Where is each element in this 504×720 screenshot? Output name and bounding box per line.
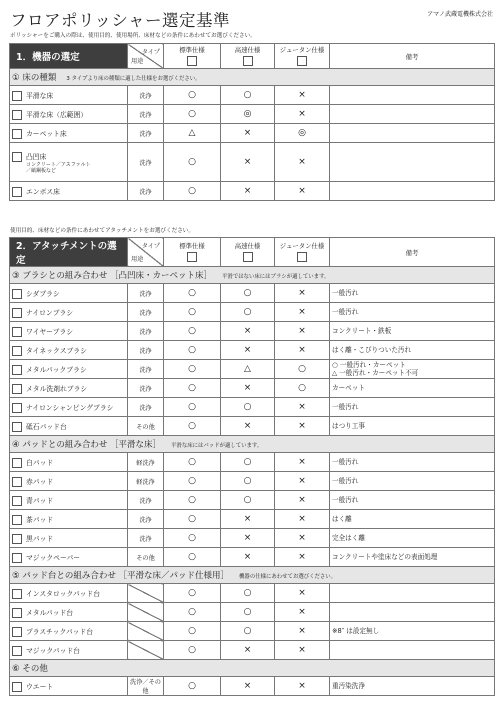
item-name: マジックパッド台 (26, 646, 80, 655)
checkbox[interactable] (243, 252, 253, 262)
spec-highspeed-value: × (221, 322, 275, 341)
use-cell: 洗浄 (128, 341, 164, 360)
use-cell-empty (128, 641, 164, 660)
spec-standard-header: 標準仕様 (164, 44, 221, 69)
spec-highspeed-value: × (221, 677, 275, 696)
section-title: ④ パッドとの組み合わせ ［平滑な床］ (12, 440, 162, 450)
spec-carpet-value: × (275, 584, 330, 603)
item-name: エンボス床 (26, 187, 60, 196)
spec-highspeed-value: × (221, 379, 275, 398)
spec-standard-value: ○ (164, 341, 221, 360)
table-row (10, 124, 495, 143)
type-use-header (128, 238, 164, 267)
use-cell: 洗浄 (128, 360, 164, 379)
spec-highspeed-value: ○ (221, 603, 275, 622)
type-use-header (128, 44, 164, 69)
item-name: シダブラシ (26, 289, 60, 298)
remark-cell (330, 584, 495, 603)
spec-carpet-value: × (275, 510, 330, 529)
section-header (10, 660, 495, 677)
remark-cell (330, 622, 495, 641)
spec-highspeed-header: 高速仕様 (221, 44, 275, 69)
checkbox[interactable] (12, 129, 22, 139)
table-row (10, 453, 495, 472)
checkbox[interactable] (12, 553, 22, 563)
spec-highspeed-value: × (221, 417, 275, 436)
remark-cell (330, 105, 495, 124)
remark-text: ○ 一般汚れ・カーペット (332, 361, 406, 369)
remark-cell (330, 182, 495, 201)
spec-carpet-value: × (275, 603, 330, 622)
spec-standard-value: ○ (164, 417, 221, 436)
use-cell: その他 (128, 417, 164, 436)
item-name: 赤パッド (26, 477, 54, 486)
spec-highspeed-value: ◎ (221, 105, 275, 124)
remark-cell (330, 472, 495, 491)
page-title: フロアポリッシャー選定基準 (10, 11, 231, 30)
table-header (10, 44, 495, 69)
spec-highspeed-value: ○ (221, 86, 275, 105)
spec-standard-value: △ (164, 124, 221, 143)
table-header (10, 238, 495, 267)
checkbox[interactable] (12, 289, 22, 299)
remark-cell (330, 510, 495, 529)
section-note: 3 タイプより床の種類に適した仕様をお選びください。 (66, 76, 201, 82)
section-header (10, 567, 495, 584)
spec-carpet-value: × (275, 472, 330, 491)
use-cell: 洗浄 (128, 303, 164, 322)
checkbox[interactable] (12, 365, 22, 375)
spec-standard-value: ○ (164, 548, 221, 567)
section-title: ③ ブラシとの組み合わせ ［凸凹床・カーペット床］ (12, 271, 213, 281)
company-name: アマノ武蔵電機株式会社 (427, 11, 493, 18)
spec-highspeed-value: ○ (221, 622, 275, 641)
spec-carpet-value: × (275, 182, 330, 201)
remark-cell (330, 398, 495, 417)
spec-standard-value: ○ (164, 677, 221, 696)
item-name: 茶パッド (26, 515, 54, 524)
spec-highspeed-value: ○ (221, 491, 275, 510)
item-name: 平滑な床（広範囲） (26, 110, 88, 119)
intro-text-1: ポリッシャーをご購入の際は、使用目的、使用場所、床材などの条件にあわせてお選びください。 (10, 33, 256, 39)
spec-carpet-value: × (275, 86, 330, 105)
section-note: 平滑ではない床にはブラシが適しています。 (222, 274, 330, 280)
remark-text: 完全はく離 (332, 534, 365, 542)
spec-carpet-value: × (275, 491, 330, 510)
checkbox[interactable] (12, 515, 22, 525)
remark-text: 一般汚れ (332, 477, 359, 485)
spec-carpet-header: ジュータン仕様 (275, 238, 330, 267)
remark-cell (330, 379, 495, 398)
item-name: メタルパッド台 (26, 608, 74, 617)
spec-carpet-value: × (275, 143, 330, 182)
spec-standard-value: ○ (164, 491, 221, 510)
spec-carpet-value: ◎ (275, 124, 330, 143)
table-title: 2．アタッチメントの選定 (10, 238, 128, 267)
use-label: 用途 (131, 58, 144, 65)
table-row (10, 491, 495, 510)
spec-carpet-value: × (275, 105, 330, 124)
remark-cell (330, 143, 495, 182)
item-name: ナイロンブラシ (26, 308, 74, 317)
use-cell: 洗浄 (128, 182, 164, 201)
remark-cell (330, 341, 495, 360)
section-title: ⑥ その他 (12, 664, 48, 674)
remark-text: コンクリート・鉄板 (332, 327, 392, 335)
spec-highspeed-value: × (221, 341, 275, 360)
remark-cell (330, 453, 495, 472)
remarks-header: 備考 (330, 238, 495, 267)
section-header (10, 69, 495, 86)
use-cell: 洗浄 (128, 398, 164, 417)
checkbox[interactable] (12, 534, 22, 544)
spec-carpet-value: ○ (275, 379, 330, 398)
item-subnote: ／縞鋼板など (26, 167, 57, 174)
spec-carpet-value: × (275, 417, 330, 436)
remark-cell (330, 417, 495, 436)
table-row (10, 417, 495, 436)
remark-cell (330, 86, 495, 105)
item-name: 青パッド (26, 496, 54, 505)
checkbox[interactable] (187, 56, 197, 66)
spec-standard-value: ○ (164, 398, 221, 417)
checkbox[interactable] (187, 252, 197, 262)
table-row (10, 548, 495, 567)
spec-carpet-value: × (275, 677, 330, 696)
spec-carpet-value: × (275, 453, 330, 472)
remark-text: 重汚染洗浄 (332, 682, 365, 690)
use-cell: 洗浄 (128, 529, 164, 548)
item-name: インスタロックパッド台 (26, 589, 101, 598)
item-name: 砥石パッド台 (26, 422, 67, 431)
table-row (10, 529, 495, 548)
spec-standard-value: ○ (164, 322, 221, 341)
use-cell: 洗浄 (128, 105, 164, 124)
item-name: メタルパックブラシ (26, 365, 87, 374)
checkbox[interactable] (297, 56, 307, 66)
spec-highspeed-value: ○ (221, 453, 275, 472)
spec-highspeed-header: 高速仕様 (221, 238, 275, 267)
spec-standard-value: ○ (164, 303, 221, 322)
remark-cell (330, 322, 495, 341)
spec-carpet-value: × (275, 641, 330, 660)
remark-cell (330, 491, 495, 510)
use-cell: 洗浄 (128, 491, 164, 510)
spec-standard-value: ○ (164, 379, 221, 398)
remark-cell (330, 360, 495, 379)
remark-cell (330, 303, 495, 322)
table-row (10, 182, 495, 201)
section-note: 機器の仕様にあわせてお選びください。 (239, 574, 337, 580)
table-row (10, 322, 495, 341)
spec-highspeed-value: ○ (221, 284, 275, 303)
spec-highspeed-value: × (221, 641, 275, 660)
item-name: タイネックスブラシ (26, 346, 87, 355)
checkbox[interactable] (12, 187, 22, 197)
spec-standard-value: ○ (164, 453, 221, 472)
checkbox[interactable] (12, 627, 22, 637)
checkbox[interactable] (12, 152, 22, 162)
checkbox[interactable] (12, 608, 22, 618)
checkbox[interactable] (12, 91, 22, 101)
table-row (10, 677, 495, 696)
table-row (10, 584, 495, 603)
use-cell-empty (128, 622, 164, 641)
spec-standard-value: ○ (164, 584, 221, 603)
remark-cell (330, 529, 495, 548)
table-row (10, 641, 495, 660)
use-cell: 洗浄 (128, 143, 164, 182)
item-name: 黒パッド (26, 534, 54, 543)
checkbox[interactable] (12, 346, 22, 356)
use-cell: 洗浄 (128, 322, 164, 341)
remark-text: はつり工事 (332, 422, 365, 430)
item-name: ウエート (26, 682, 54, 691)
spec-standard-value: ○ (164, 143, 221, 182)
use-cell: 軽洗浄 (128, 472, 164, 491)
table-row (10, 86, 495, 105)
spec-highspeed-value: × (221, 510, 275, 529)
checkbox[interactable] (12, 682, 22, 692)
item-name: 凸凹床 (26, 152, 47, 161)
checkbox[interactable] (12, 308, 22, 318)
type-label: タイプ (141, 49, 160, 56)
remark-cell (330, 677, 495, 696)
spec-highspeed-value: ○ (221, 398, 275, 417)
spec-highspeed-value: × (221, 124, 275, 143)
checkbox[interactable] (243, 56, 253, 66)
checkbox[interactable] (12, 589, 22, 599)
use-cell: 軽洗浄 (128, 453, 164, 472)
table-row (10, 360, 495, 379)
item-name: メタル洗剤れブラシ (26, 384, 88, 393)
spec-highspeed-value: × (221, 182, 275, 201)
spec-highspeed-value: × (221, 143, 275, 182)
remark-cell (330, 641, 495, 660)
machine-selection-table (9, 43, 495, 201)
use-cell: 洗浄 (128, 284, 164, 303)
item-name: 白パッド (26, 458, 54, 467)
section-note: 平滑な床にはパッドが適しています。 (171, 443, 263, 449)
remark-text: 一般汚れ (332, 403, 359, 411)
item-name: ナイロンシャンピングブラシ (26, 403, 114, 412)
checkbox[interactable] (12, 422, 22, 432)
checkbox[interactable] (12, 384, 22, 394)
spec-standard-value: ○ (164, 472, 221, 491)
spec-highspeed-value: ○ (221, 303, 275, 322)
remark-text: カーペット (332, 384, 365, 392)
table-row (10, 143, 495, 182)
checkbox[interactable] (12, 327, 22, 337)
remark-text: 一般汚れ (332, 496, 359, 504)
item-name: ワイヤーブラシ (26, 327, 74, 336)
spec-highspeed-value: ○ (221, 472, 275, 491)
attachment-selection-table (9, 237, 495, 696)
checkbox[interactable] (12, 110, 22, 120)
table-row (10, 105, 495, 124)
remark-cell (330, 124, 495, 143)
checkbox[interactable] (12, 646, 22, 656)
spec-standard-value: ○ (164, 86, 221, 105)
spec-standard-value: ○ (164, 510, 221, 529)
use-cell: 洗浄 (128, 124, 164, 143)
spec-carpet-value: × (275, 529, 330, 548)
use-cell-empty (128, 603, 164, 622)
remark-text: 一般汚れ (332, 458, 359, 466)
spec-standard-header: 標準仕様 (164, 238, 221, 267)
spec-carpet-value: × (275, 322, 330, 341)
spec-standard-value: ○ (164, 641, 221, 660)
spec-standard-value: ○ (164, 284, 221, 303)
spec-highspeed-value: ○ (221, 584, 275, 603)
table-row (10, 472, 495, 491)
use-cell: その他 (128, 548, 164, 567)
section-header (10, 267, 495, 284)
checkbox[interactable] (297, 252, 307, 262)
use-cell: 洗浄／その他 (128, 677, 164, 696)
spec-standard-value: ○ (164, 529, 221, 548)
table-row (10, 603, 495, 622)
item-name: プラスチックパッド台 (26, 627, 94, 636)
section-title: ⑤ パッド台との組み合わせ ［平滑な床／パッド仕様用］ (12, 571, 230, 581)
use-cell: 洗浄 (128, 86, 164, 105)
use-label: 用途 (131, 256, 144, 263)
table-row (10, 510, 495, 529)
remark-text: △ 一般汚れ・カーペット不可 (332, 369, 419, 377)
item-name: カーペット床 (26, 129, 67, 138)
checkbox[interactable] (12, 458, 22, 468)
section-header (10, 436, 495, 453)
table-row (10, 622, 495, 641)
checkbox[interactable] (12, 403, 22, 413)
table-title: 1．機器の選定 (10, 44, 128, 69)
item-name: マジックペーパー (26, 553, 81, 562)
remark-cell (330, 284, 495, 303)
spec-standard-value: ○ (164, 603, 221, 622)
remark-text: 一般汚れ (332, 308, 359, 316)
spec-highspeed-value: △ (221, 360, 275, 379)
spec-standard-value: ○ (164, 182, 221, 201)
item-name: 平滑な床 (26, 91, 54, 100)
remark-cell (330, 603, 495, 622)
remark-text: ※8″ は設定無し (332, 627, 380, 635)
remark-text: はく離・こびりついた汚れ (332, 346, 412, 354)
remark-cell (330, 548, 495, 567)
spec-standard-value: ○ (164, 360, 221, 379)
spec-carpet-value: × (275, 622, 330, 641)
spec-highspeed-value: × (221, 529, 275, 548)
checkbox[interactable] (12, 496, 22, 506)
spec-carpet-value: × (275, 548, 330, 567)
table-row (10, 379, 495, 398)
remark-text: 一般汚れ (332, 289, 359, 297)
checkbox[interactable] (12, 477, 22, 487)
type-label: タイプ (141, 243, 160, 250)
spec-carpet-value: ○ (275, 360, 330, 379)
use-cell: 洗浄 (128, 379, 164, 398)
remark-text: コンクリートや塗床などの表面処理 (332, 553, 438, 561)
spec-carpet-value: × (275, 341, 330, 360)
use-cell-empty (128, 584, 164, 603)
table-row (10, 284, 495, 303)
spec-carpet-value: × (275, 303, 330, 322)
table-row (10, 341, 495, 360)
spec-carpet-value: × (275, 284, 330, 303)
spec-standard-value: ○ (164, 105, 221, 124)
table-row (10, 398, 495, 417)
remark-text: はく離 (332, 515, 352, 523)
intro-text-2: 使用目的、床材などの条件にあわせてアタッチメントをお選びください。 (10, 228, 194, 234)
section-title: ① 床の種類 (12, 73, 57, 83)
remarks-header: 備考 (330, 44, 495, 69)
spec-carpet-value: × (275, 398, 330, 417)
spec-standard-value: ○ (164, 622, 221, 641)
spec-highspeed-value: × (221, 548, 275, 567)
use-cell: 洗浄 (128, 510, 164, 529)
table-row (10, 303, 495, 322)
spec-carpet-header: ジュータン仕様 (275, 44, 330, 69)
item-subnote: コンクリート／アスファルト (26, 161, 91, 168)
